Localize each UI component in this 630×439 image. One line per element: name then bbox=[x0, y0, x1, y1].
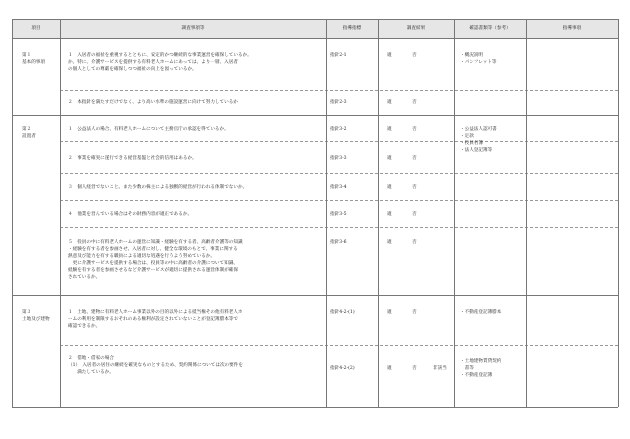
header-guidance: 指導事項 bbox=[562, 26, 582, 31]
section-2-row-1-basis: 指針3-2 bbox=[330, 127, 347, 132]
section-2-row-5-line-2: ・経験を有する者を参画させ、入居者に対し、健全な環境のもとで、事業に関する bbox=[68, 247, 238, 252]
section-3-row-2-document-3: ・不動産登記簿 bbox=[460, 373, 493, 378]
section-2-row-5-line-5: 経験を有する者を参画させるなど介護サービスが適切に提供される運営体制が確保 bbox=[68, 268, 238, 273]
section-2-row-5-no[interactable]: 否 bbox=[412, 240, 417, 245]
section-2-row-1-yes[interactable]: 適 bbox=[387, 127, 392, 132]
section-1-row-2-no[interactable]: 否 bbox=[412, 100, 417, 105]
section-2-row-4-line-1: ４ 他業を営んでいる場合はその財務内容が適正であるか。 bbox=[68, 212, 193, 217]
section-3-row-1-line-3: 確認できるか。 bbox=[68, 324, 101, 329]
section-3-row-1-no[interactable]: 否 bbox=[412, 310, 417, 315]
section-3-row-1-line-1: １ 土地、建物に有料老人ホーム事業以外の目的以外による抵当権その他有料老人ホ bbox=[68, 310, 243, 315]
section-3-document-1: ・不動産登記簿謄本 bbox=[460, 310, 502, 315]
section-2-row-3-line-1: ３ 個人経営でないこと。また少数の株主による独断的経営が行われる体制でないか。 bbox=[68, 185, 248, 190]
section-2-document-2: ・定款 bbox=[460, 134, 474, 139]
section-3-row-2-na[interactable]: 非該当 bbox=[433, 366, 447, 371]
section-1-row-1-basis: 指針2-1 bbox=[330, 53, 347, 58]
section-2-row-1-no[interactable]: 否 bbox=[412, 127, 417, 132]
section-2-row-3-no[interactable]: 否 bbox=[412, 185, 417, 190]
section-2-row-5-line-1: ５ 役員の中に有料老人ホームの運営に知識・経験を有する者、高齢者介護等の知識 bbox=[68, 240, 243, 245]
section-2-document-4: ・法人登記簿等 bbox=[460, 148, 493, 153]
section-1-row-1-no[interactable]: 否 bbox=[412, 53, 417, 58]
section-3-row-2-line-2: （1） 入居者の居住の継続を確実なものとするため、契約関係については次の要件を bbox=[68, 363, 243, 368]
section-2-row-3-basis: 指針3-4 bbox=[330, 185, 347, 190]
section-3-row-2-line-3: 満たしているか。 bbox=[68, 370, 114, 375]
section-2-row-4-no[interactable]: 否 bbox=[412, 212, 417, 217]
section-1-row-1-yes[interactable]: 適 bbox=[387, 53, 392, 58]
section-3-row-2-document-2: 書等 bbox=[460, 366, 474, 371]
section-2-row-5-line-3: 熱意及び能力を有する職員による適切な処遇を行うよう努めているか。 bbox=[68, 254, 216, 259]
header-documents: 確認書類等（参考） bbox=[469, 26, 511, 31]
section-1-number: 第１ bbox=[22, 53, 32, 58]
section-3-row-1-line-2: ームの利用を制限するおそれのある権利が設定されていないことが登記簿謄本等で bbox=[68, 317, 238, 322]
section-2-row-2-no[interactable]: 否 bbox=[412, 156, 417, 161]
section-1-row-2-basis: 指針2-3 bbox=[330, 100, 347, 105]
section-2-row-5-yes[interactable]: 適 bbox=[387, 240, 392, 245]
section-2-number: 第２ bbox=[22, 127, 32, 132]
section-2-row-3-yes[interactable]: 適 bbox=[387, 185, 392, 190]
section-3-row-2-line-1: ２ 借地・借家の場合 bbox=[68, 356, 114, 361]
section-1-row-2-yes[interactable]: 適 bbox=[387, 100, 392, 105]
section-3-row-1-basis: 指針4-2-(1) bbox=[330, 310, 355, 315]
section-2-row-2-basis: 指針3-3 bbox=[330, 156, 347, 161]
section-1-row-1-line-1: １ 入居者の福祉を重視するとともに、安定的かつ継続的な事業運営を確保しているか。 bbox=[68, 53, 252, 58]
section-2-document-1: ・公益法人認可書 bbox=[460, 127, 497, 132]
section-1-row-1-line-2: か。特に、介護サービスを提供する有料老人ホームにあっては、より一層、入居者 bbox=[68, 60, 238, 65]
section-3-row-2-document-1: ・土地建物賃貸契約 bbox=[460, 359, 502, 364]
section-2-row-2-yes[interactable]: 適 bbox=[387, 156, 392, 161]
section-1-row-2-line-1: ２ 本指針を満たすだけでなく、より高い水準の施設運営に向けて努力しているか bbox=[68, 100, 238, 105]
header-basis: 指導指標 bbox=[342, 26, 362, 31]
section-2-row-1-line-1: １ 公益法人の場合、有料老人ホームについて主務官庁の承認を得ているか。 bbox=[68, 127, 229, 132]
header-item: 項目 bbox=[31, 26, 41, 31]
section-2-row-4-yes[interactable]: 適 bbox=[387, 212, 392, 217]
section-3-title: 土地及び建物 bbox=[22, 317, 50, 322]
section-3-row-2-basis: 指針4-2-(2) bbox=[330, 366, 355, 371]
header-content: 調査事項等 bbox=[181, 26, 205, 31]
section-3-row-2-no[interactable]: 否 bbox=[412, 366, 417, 371]
section-2-title: 設置者 bbox=[22, 134, 36, 139]
section-2-row-5-line-4: 更に介護サービスを提供する場合は、役員等の中に高齢者の介護について知識、 bbox=[68, 261, 238, 266]
section-2-row-5-line-6: されているか。 bbox=[68, 275, 101, 280]
section-2-row-2-line-1: ２ 事業を確実に遂行できる経営基盤と社会的信用はあるか。 bbox=[68, 156, 197, 161]
section-3-number: 第３ bbox=[22, 310, 32, 315]
section-2-row-5-basis: 指針3-6 bbox=[330, 240, 347, 245]
header-result: 調査結果 bbox=[406, 26, 426, 31]
section-2-row-4-basis: 指針3-5 bbox=[330, 212, 347, 217]
section-2-document-3: ・役員名簿 bbox=[460, 141, 483, 146]
section-1-document-2: ・パンフレット等 bbox=[460, 60, 497, 65]
section-1-document-1: ・概況説明 bbox=[460, 53, 483, 58]
section-1-row-1-line-3: の個人としての尊厳を確保しつつ福祉の向上を図っているか。 bbox=[68, 67, 197, 72]
section-1-title: 基本的事項 bbox=[22, 60, 45, 65]
section-3-row-1-yes[interactable]: 適 bbox=[387, 310, 392, 315]
section-3-row-2-yes[interactable]: 適 bbox=[387, 366, 392, 371]
